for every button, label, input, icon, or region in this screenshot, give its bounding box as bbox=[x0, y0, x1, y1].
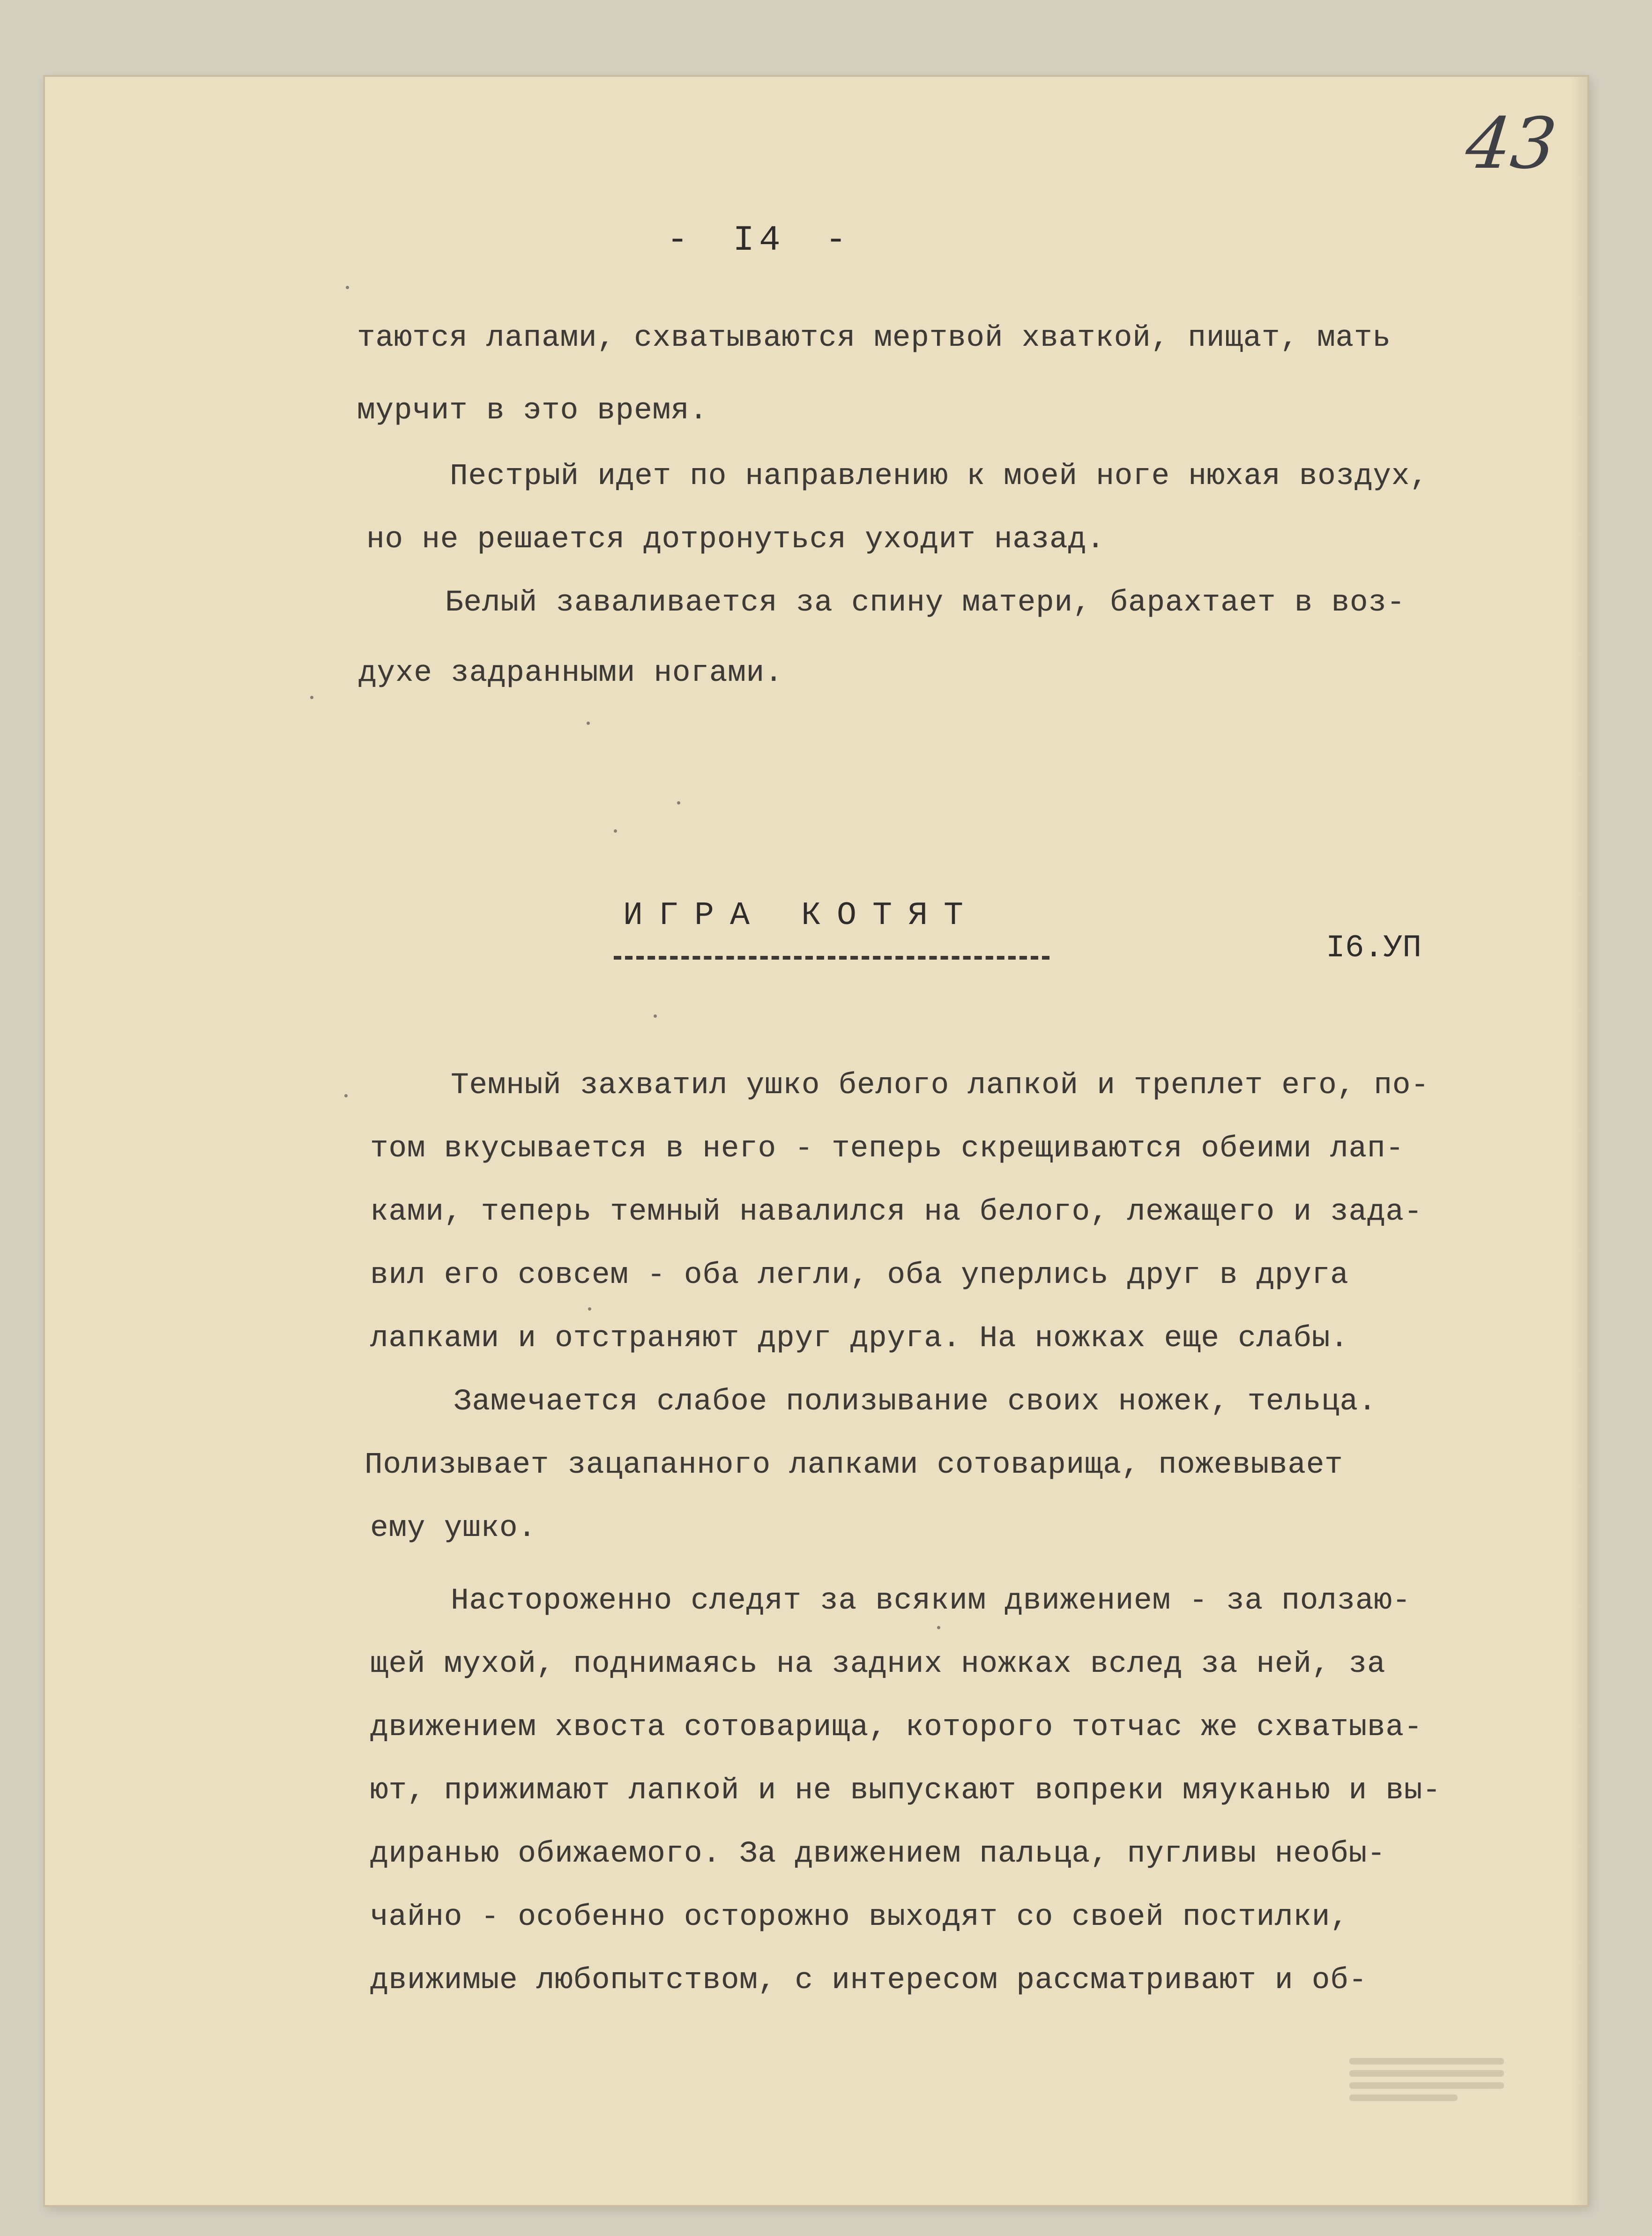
text-line: духе задранными ногами. bbox=[358, 656, 783, 690]
text-line: Белый заваливается за спину матери, барахтает в воз- bbox=[445, 586, 1406, 620]
paper-speck bbox=[344, 1094, 348, 1097]
text-line: мурчит в это время. bbox=[357, 394, 708, 428]
page-number: - I4 - bbox=[667, 220, 851, 261]
text-line: но не решается дотронуться уходит назад. bbox=[366, 523, 1105, 557]
text-line: движением хвоста сотоварища, которого тотчас же схватыва- bbox=[370, 1711, 1423, 1744]
text-line: Замечается слабое полизывание своих ножек, тельца. bbox=[454, 1385, 1377, 1419]
paper-speck bbox=[346, 286, 349, 289]
paper-speck bbox=[614, 829, 617, 833]
text-line: диранью обижаемого. За движением пальца, пугливы необы- bbox=[370, 1837, 1386, 1871]
folio-number: 43 bbox=[1462, 103, 1561, 185]
text-line: ему ушко. bbox=[370, 1512, 536, 1545]
text-line: Настороженно следят за всяким движением - за ползаю- bbox=[451, 1584, 1411, 1618]
text-line: движимые любопытством, с интересом рассматривают и об- bbox=[370, 1964, 1367, 1997]
text-line: чайно - особенно осторожно выходят со своей постилки, bbox=[370, 1901, 1349, 1934]
text-line: том вкусывается в него - теперь скрещиваются обеими лап- bbox=[370, 1132, 1404, 1166]
paper-speck bbox=[587, 722, 590, 725]
sheet-edge-shadow bbox=[1570, 75, 1589, 2207]
text-line: лапками и отстраняют друг друга. На ножках еще слабы. bbox=[370, 1322, 1349, 1356]
paper-speck bbox=[588, 1307, 591, 1311]
text-line: Полизывает зацапанного лапками сотоварища, пожевывает bbox=[365, 1448, 1343, 1482]
text-line: щей мухой, поднимаясь на задних ножках вслед за ней, за bbox=[370, 1647, 1386, 1681]
section-heading: ИГРА КОТЯТ bbox=[623, 897, 980, 934]
text-line: Темный захватил ушко белого лапкой и треплет его, по- bbox=[451, 1069, 1429, 1103]
text-line: Пестрый идет по направлению к моей ноге нюхая воздух, bbox=[450, 460, 1429, 493]
archive-stamp bbox=[1349, 2052, 1504, 2123]
text-line: вил его совсем - оба легли, оба уперлись друг в друга bbox=[370, 1259, 1349, 1292]
paper-speck bbox=[937, 1626, 940, 1629]
paper-speck bbox=[654, 1014, 657, 1018]
paper-speck bbox=[677, 801, 680, 805]
paper-speck bbox=[310, 696, 313, 699]
text-line: ют, прижимают лапкой и не выпускают вопреки мяуканью и вы- bbox=[370, 1774, 1441, 1808]
section-date: I6.УП bbox=[1326, 930, 1422, 966]
text-line: ками, теперь темный навалился на белого, лежащего и зада- bbox=[370, 1195, 1423, 1229]
heading-underline bbox=[614, 956, 1049, 960]
text-line: таются лапами, схватываются мертвой хваткой, пищат, мать bbox=[357, 321, 1391, 355]
